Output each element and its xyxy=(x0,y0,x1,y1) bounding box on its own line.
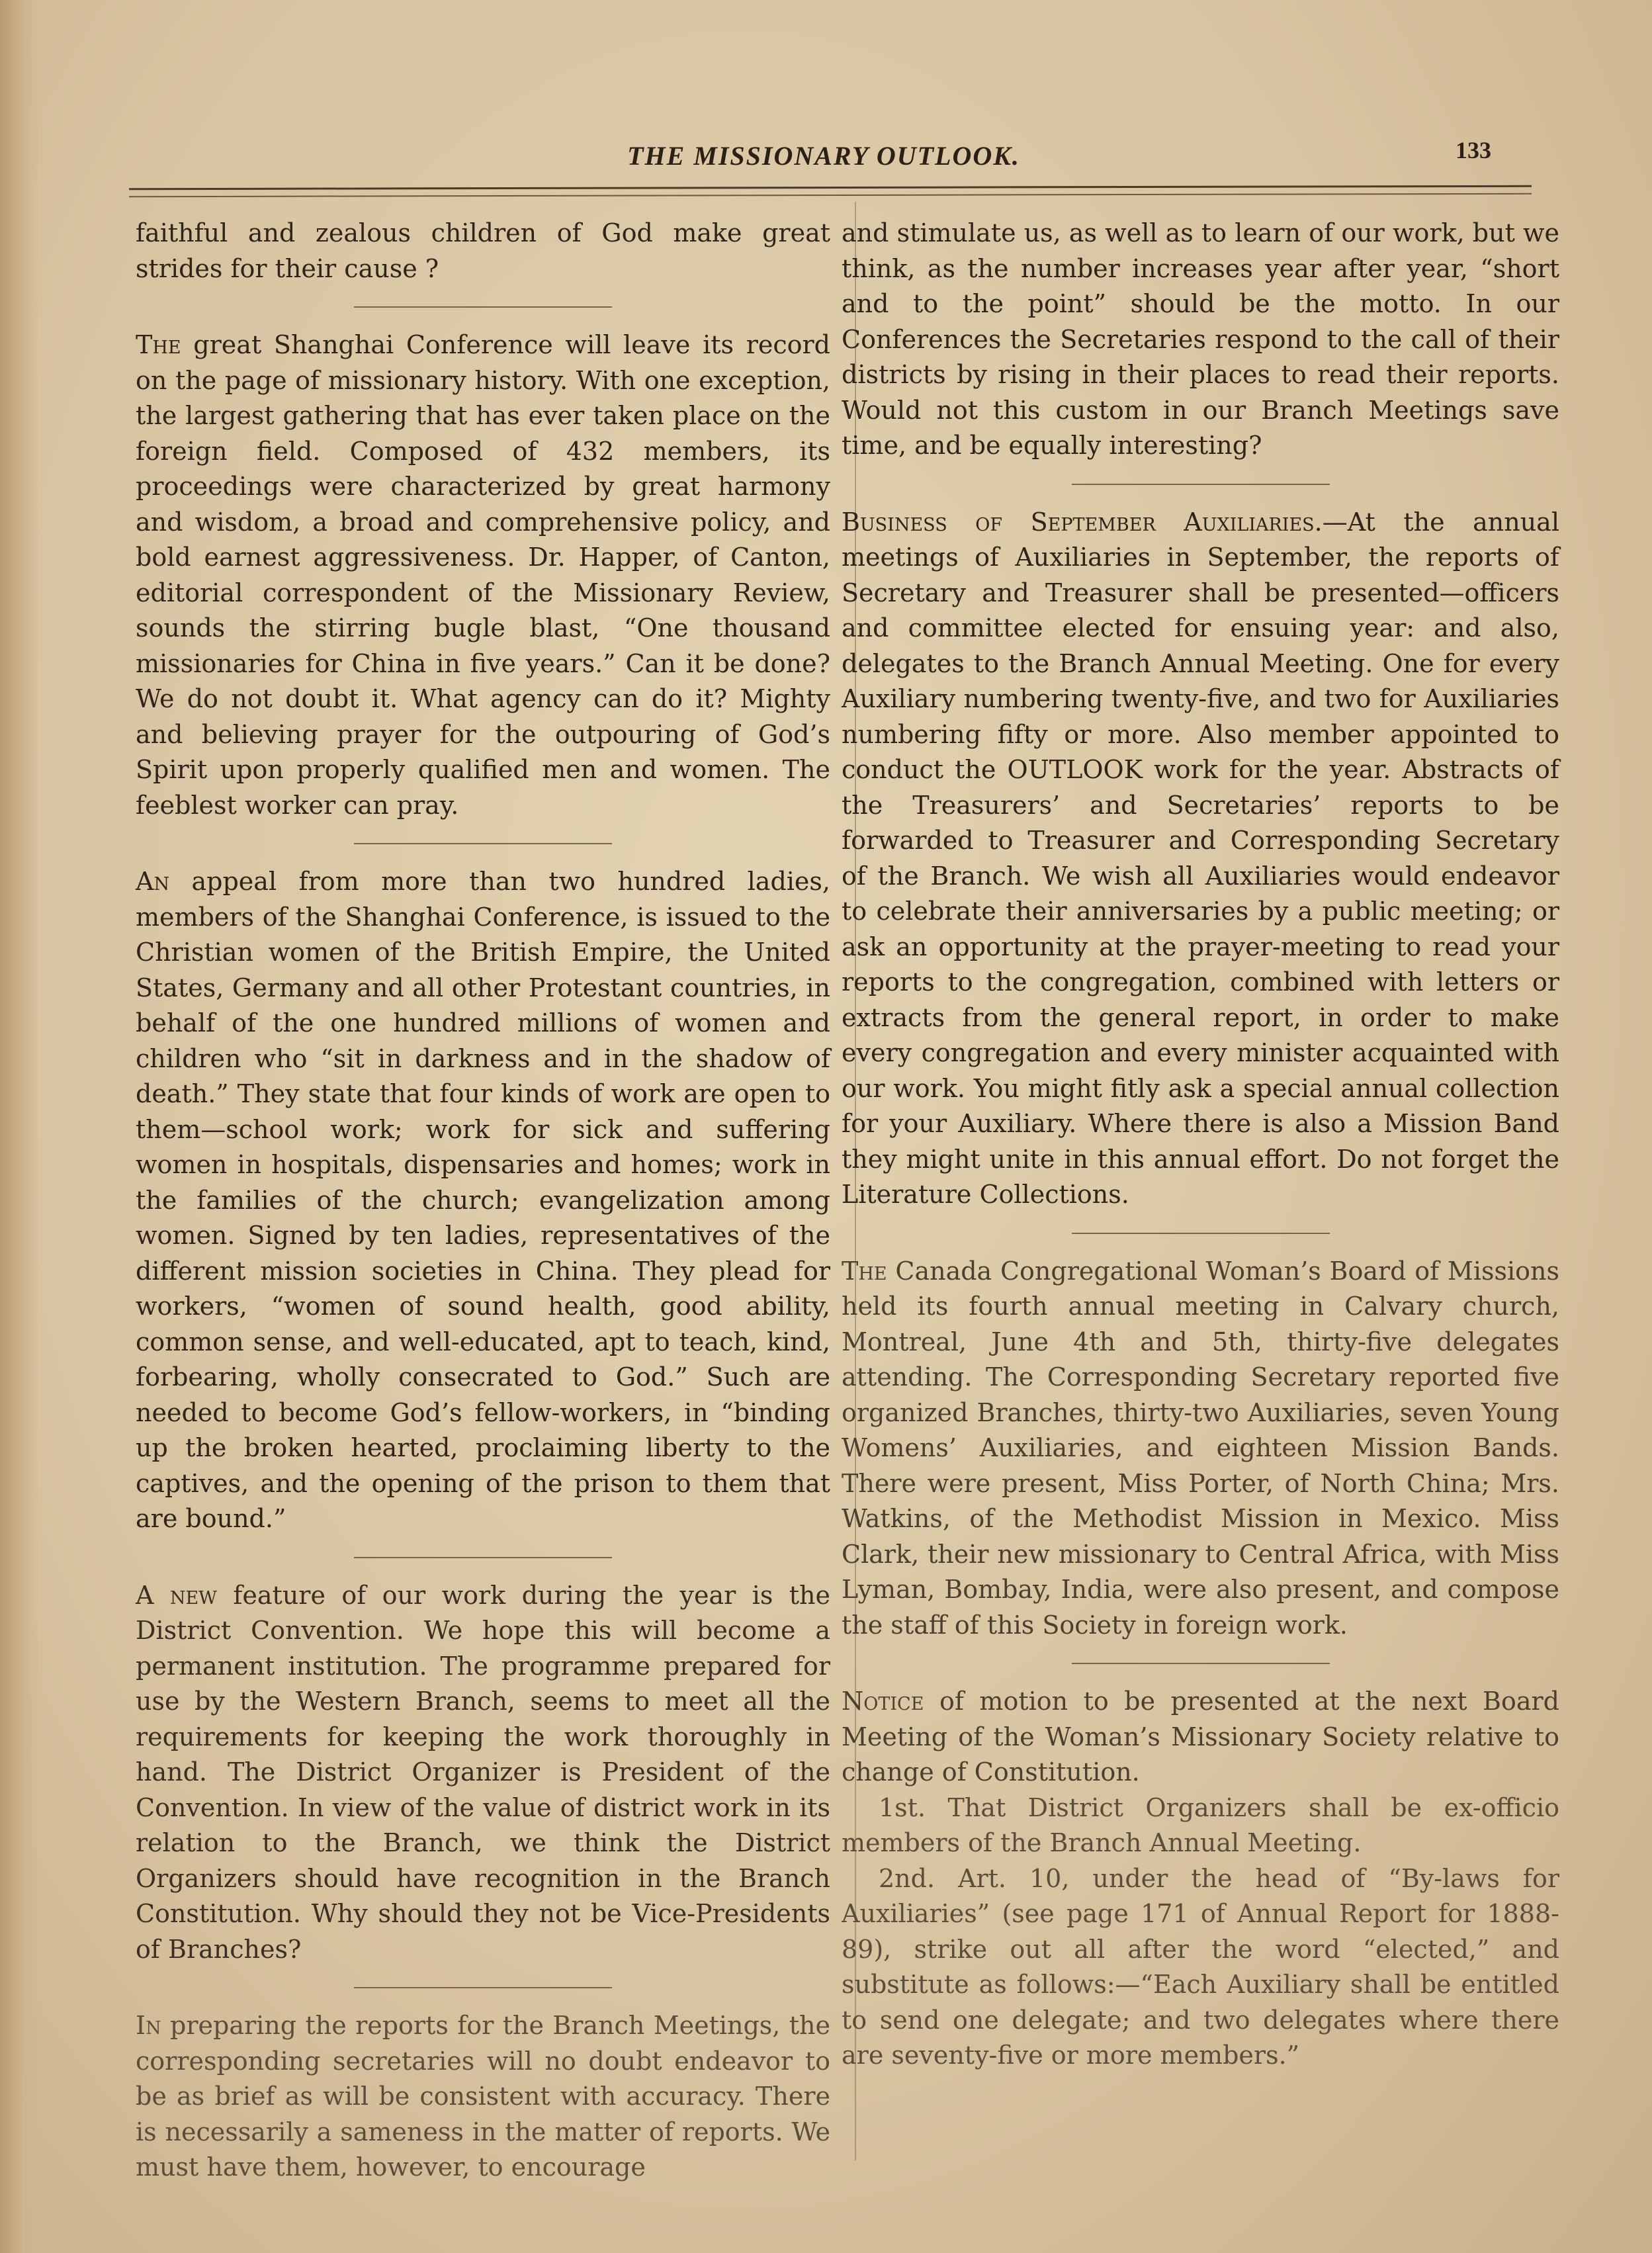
paragraph-text: Canada Congregational Woman’s Board of Missions held its fourth annual meeting in Calvary church, Montreal, June 4th and 5th, thirty-five delegates attending. The Corresponding Secretary reported five organized Branches, thirty-two Auxiliaries, seven Young Womens’ Auxiliaries, and eighteen Mission Bands. There were present, Miss Porter, of North China; Mrs. Watkins, of the Methodist Mission in Mexico. Miss Clark, their new missionary to Central Africa, with Miss Lyman, Bombay, India, were also present, and compose the staff of this Society in foreign work. xyxy=(842,1256,1559,1640)
paragraph-lead: Business of September Auxiliaries. xyxy=(842,507,1323,537)
running-head: THE MISSIONARY OUTLOOK. xyxy=(627,141,1020,171)
paragraph-text: faithful and zealous children of God make great strides for their cause ? xyxy=(136,218,830,283)
page-edge xyxy=(0,0,40,2253)
section-separator xyxy=(354,306,612,308)
paragraph-text: great Shanghai Conference will leave its record on the page of missionary history. With one exception, the largest gathering that has ever taken place on the foreign field. Composed of 432 members, its proceedings were characterized by great harmony and wisdom, a broad and comprehensive policy, and bold earnest aggressiveness. Dr. Happer, of Canton, editorial correspondent of the Missionary Review, sounds the stirring bugle blast, “One thousand missionaries for China in five years.” Can it be done? We do not doubt it. What agency can do it? Mighty and believing prayer for the outpouring of God’s Spirit upon properly qualified men and women. The feeblest worker can pray. xyxy=(136,330,830,820)
paragraph-lead: In xyxy=(136,2011,161,2040)
paragraph-lead: Notice xyxy=(842,1687,924,1716)
paragraph-text: appeal from more than two hundred ladies, members of the Shanghai Conference, is issued to the Christian women of the British Empire, the United States, Germany and all other Protestant countries, in behalf of the one hundred millions of women and children who “sit in darkness and in the shadow of death.” They state that four kinds of work are open to them—school work; work for sick and suffering women in hospitals, dispensaries and homes; work in the families of the church; evangelization among women. Signed by ten ladies, representatives of the different mission societies in China. They plead for workers, “women of sound health, good ability, common sense, and well-educated, apt to teach, kind, forbearing, wholly consecrated to God.” Such are needed to become God’s fellow-workers, in “binding up the broken hearted, proclaiming liberty to the captives, and the opening of the prison to them that are bound.” xyxy=(136,867,830,1533)
paragraph-text: —At the annual meetings of Auxiliaries in September, the reports of Secretary and Treasurer shall be presented—officers and committee elected for ensuing year: and also, delegates to the Branch Annual Meeting. One for every Auxiliary numbering twenty-five, and two for Auxiliaries numbering fifty or more. Also member appointed to conduct the OUTLOOK work for the year. Abstracts of the Treasurers’ and Secretaries’ reports to be forwarded to Treasurer and Corresponding Secretary of the Branch. We wish all Auxiliaries would endeavor to celebrate their anniversaries by a public meeting; or ask an opportunity at the prayer-meeting to read your reports to the congregation, combined with letters or extracts from the general report, in order to make every congregation and every minister acquainted with our work. You might fitly ask a special annual collection for your Auxiliary. Where there is also a Mission Band they might unite in this annual effort. Do not forget the Literature Collections. xyxy=(842,507,1559,1209)
paragraph-continued xyxy=(842,216,1559,464)
paragraph-text: preparing the reports for the Branch Meetings, the corresponding secretaries will no doubt endeavor to be as brief as will be consistent with accuracy. There is necessarily a sameness in the matter of reports. We must have them, however, to encourage xyxy=(136,2011,830,2182)
paragraph-notice-of-motion xyxy=(842,1684,1559,1790)
paragraph-lead: The xyxy=(842,1256,887,1286)
left-column xyxy=(136,216,830,2186)
paragraph-congregational-board xyxy=(842,1254,1559,1644)
paragraph-lead: The xyxy=(136,330,181,359)
page-number: 133 xyxy=(1456,137,1491,163)
section-separator xyxy=(354,1987,612,1988)
paragraph-september-auxiliaries xyxy=(842,505,1559,1213)
paragraph-branch-meetings xyxy=(136,2008,830,2186)
paragraph-text: and stimulate us, as well as to learn of our work, but we think, as the number increases year after year, “short and to the point” should be the motto. In our Conferences the Secretaries respond to the call of their districts by rising in their places to read their reports. Would not this custom in our Branch Meetings save time, and be equally interesting? xyxy=(842,218,1559,460)
paragraph-lead: A new xyxy=(136,1580,217,1610)
section-separator xyxy=(1072,484,1330,485)
motion-item-first: 1st. That District Organizers shall be ex-officio members of the Branch Annual Meeting. xyxy=(842,1792,1559,1857)
paragraph-continued xyxy=(136,216,830,287)
section-separator xyxy=(354,843,612,844)
paragraph-shanghai-conference xyxy=(136,328,830,823)
paragraph-district-convention xyxy=(136,1578,830,1968)
section-separator xyxy=(354,1557,612,1558)
right-column xyxy=(835,216,1559,2074)
paragraph-text: feature of our work during the year is the District Convention. We hope this will become a permanent institution. The programme prepared for use by the Western Branch, seems to meet all the requirements for keeping the work thoroughly in hand. The District Organizer is President of the Convention. In view of the value of district work in its relation to the Branch, we think the District Organizers should have recognition in the Branch Constitution. Why should they not be Vice-Presidents of Branches? xyxy=(136,1580,831,1964)
motion-items xyxy=(842,1790,1559,2074)
section-separator xyxy=(1072,1663,1330,1664)
paragraph-lead: An xyxy=(136,867,170,896)
header-rule xyxy=(129,185,1532,190)
paragraph-appeal xyxy=(136,864,830,1537)
header-rule-thin xyxy=(129,193,1532,197)
motion-item-second: 2nd. Art. 10, under the head of “By-laws for Auxiliaries” (see page 171 of Annual Report for 1888-89), strike out all after the word “elected,” and substitute as follows:—“Each Auxiliary shall be entitled to send one delegate; and two delegates where there are seventy-five or more members.” xyxy=(842,1863,1559,2070)
paragraph-text: of motion to be presented at the next Board Meeting of the Woman’s Missionary Society relative to change of Constitution. xyxy=(842,1687,1559,1787)
section-separator xyxy=(1072,1233,1330,1234)
